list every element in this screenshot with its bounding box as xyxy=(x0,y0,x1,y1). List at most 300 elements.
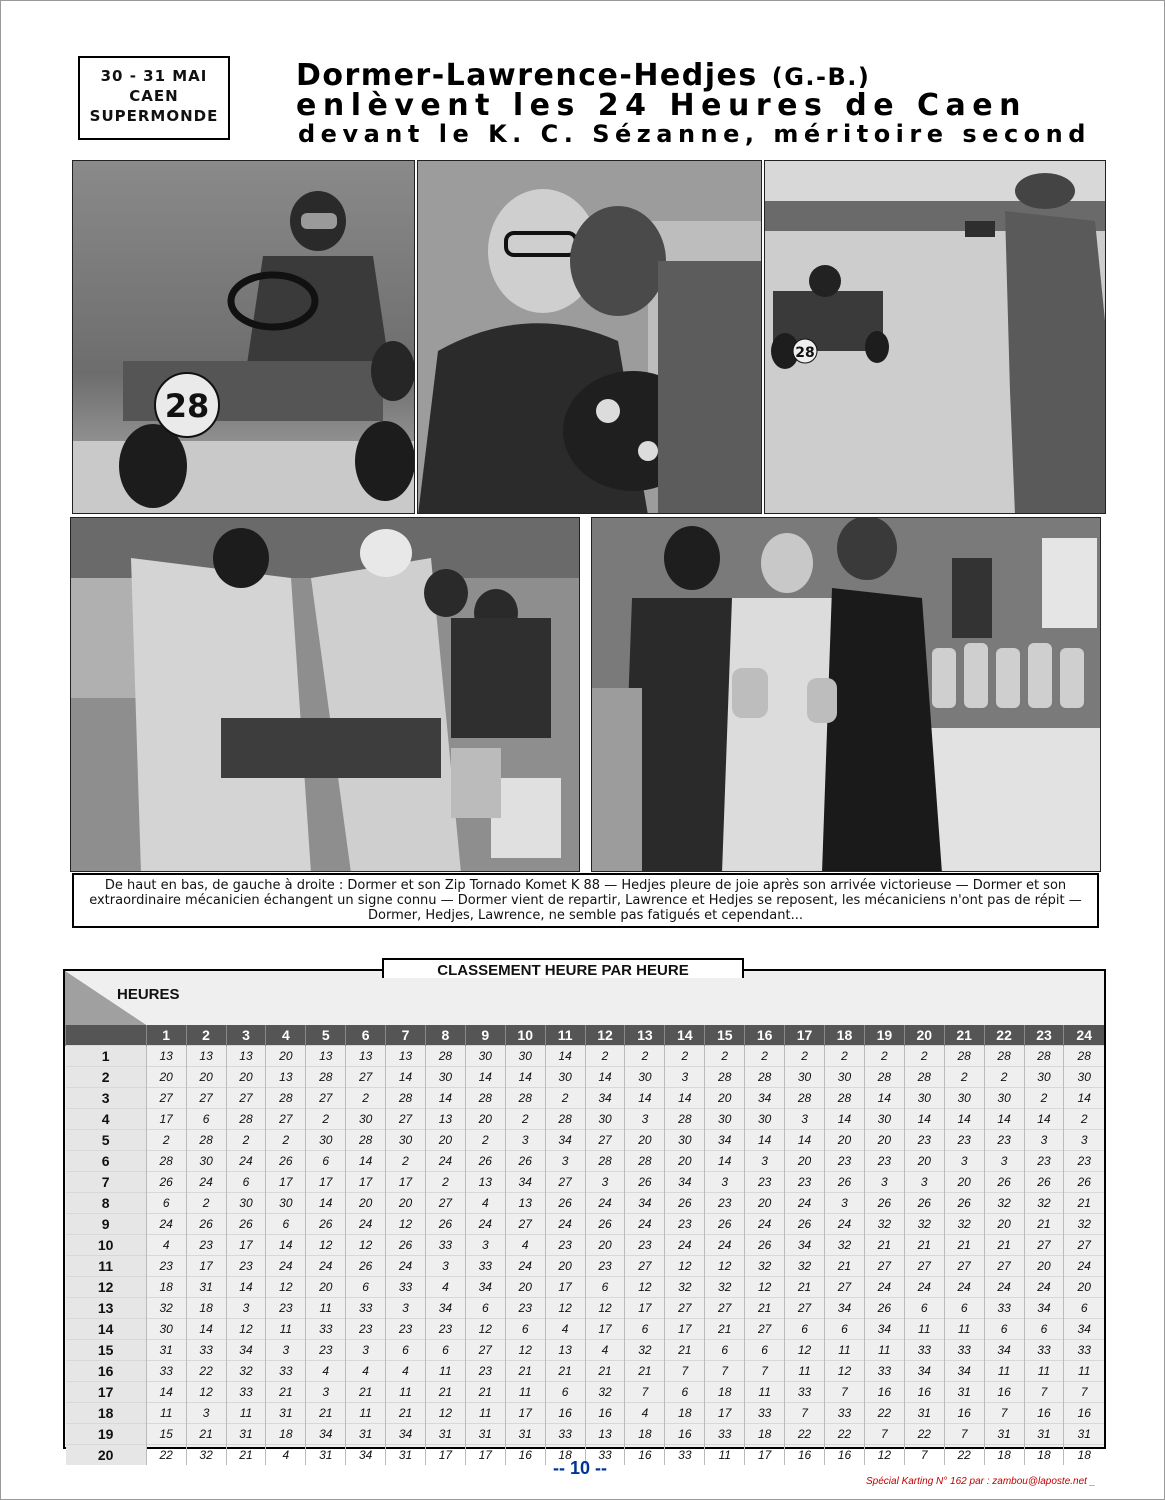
kart-number-cell: 26 xyxy=(984,1172,1024,1193)
photo-caption: De haut en bas, de gauche à droite : Dormer et son Zip Tornado Komet K 88 — Hedjes pleure de joie après son arrivée victorieuse — Dormer et son extraordinaire mécanicien échangent un signe connu — Dormer vient de repartir, Lawrence et Hedjes se reposent, les mécaniciens n'ont pas de répit — Dormer, Hedjes, Lawrence, ne semble pas fatigués et cependant... xyxy=(72,873,1099,928)
kart-number-cell: 21 xyxy=(346,1382,386,1403)
kart-number-cell: 28 xyxy=(785,1088,825,1109)
kart-number-cell: 22 xyxy=(186,1361,226,1382)
hour-header-19: 19 xyxy=(864,1025,904,1046)
kart-number-cell: 26 xyxy=(1024,1172,1064,1193)
kart-number-cell: 11 xyxy=(1064,1361,1104,1382)
kart-number-cell: 12 xyxy=(425,1403,465,1424)
kart-number-cell: 30 xyxy=(226,1193,266,1214)
kart-number-cell: 2 xyxy=(465,1130,505,1151)
kart-number-cell: 2 xyxy=(545,1088,585,1109)
kart-number-cell: 7 xyxy=(864,1424,904,1445)
kart-number-cell: 27 xyxy=(1024,1235,1064,1256)
kart-number-cell: 24 xyxy=(665,1235,705,1256)
kart-number-cell: 11 xyxy=(705,1445,745,1466)
kart-number-cell: 14 xyxy=(1024,1109,1064,1130)
kart-number-cell: 30 xyxy=(186,1151,226,1172)
kart-number-cell: 24 xyxy=(864,1277,904,1298)
kart-number-cell: 3 xyxy=(226,1298,266,1319)
kart-number-cell: 21 xyxy=(864,1235,904,1256)
kart-number-cell: 33 xyxy=(785,1382,825,1403)
kart-number-cell: 14 xyxy=(705,1151,745,1172)
kart-number-cell: 2 xyxy=(425,1172,465,1193)
kart-number-cell: 3 xyxy=(785,1109,825,1130)
kart-number-cell: 17 xyxy=(545,1277,585,1298)
kart-number-cell: 24 xyxy=(146,1214,186,1235)
event-track: SUPERMONDE xyxy=(89,107,219,125)
hour-header-2: 2 xyxy=(186,1025,226,1046)
kart-number-cell: 20 xyxy=(665,1151,705,1172)
kart-number-cell: 27 xyxy=(1064,1235,1104,1256)
kart-number-cell: 12 xyxy=(545,1298,585,1319)
kart-number-cell: 22 xyxy=(785,1424,825,1445)
table-row xyxy=(66,1214,1105,1235)
kart-number-cell: 28 xyxy=(864,1067,904,1088)
kart-number-cell: 20 xyxy=(545,1256,585,1277)
kart-number-cell: 17 xyxy=(226,1235,266,1256)
footer-credit: Spécial Karting N° 162 par : zambou@laposte.net _ xyxy=(866,1476,1096,1487)
kart-number-cell: 23 xyxy=(346,1319,386,1340)
kart-number-cell: 34 xyxy=(984,1340,1024,1361)
kart-number-cell: 26 xyxy=(425,1214,465,1235)
kart-number-cell: 31 xyxy=(465,1424,505,1445)
kart-number-cell: 27 xyxy=(944,1256,984,1277)
kart-number-28-small: 28 xyxy=(795,345,815,361)
kart-number-cell: 30 xyxy=(1024,1067,1064,1088)
kart-number-cell: 28 xyxy=(904,1067,944,1088)
kart-number-cell: 24 xyxy=(585,1193,625,1214)
photo-pit-mechanics xyxy=(70,517,580,872)
page-number: -- 10 -- xyxy=(553,1458,607,1478)
kart-number-cell: 32 xyxy=(785,1256,825,1277)
kart-number-cell: 3 xyxy=(505,1130,545,1151)
kart-number-cell: 14 xyxy=(146,1382,186,1403)
kart-number-cell: 28 xyxy=(944,1046,984,1067)
kart-number-cell: 3 xyxy=(745,1151,785,1172)
kart-number-cell: 33 xyxy=(306,1319,346,1340)
kart-number-cell: 33 xyxy=(705,1424,745,1445)
kart-number-cell: 23 xyxy=(864,1151,904,1172)
kart-number-cell: 7 xyxy=(625,1382,665,1403)
kart-number-cell: 26 xyxy=(186,1214,226,1235)
kart-number-cell: 27 xyxy=(745,1319,785,1340)
kart-number-cell: 21 xyxy=(785,1277,825,1298)
kart-number-cell: 23 xyxy=(585,1256,625,1277)
kart-number-cell: 20 xyxy=(944,1172,984,1193)
kart-number-cell: 13 xyxy=(226,1046,266,1067)
kart-number-cell: 12 xyxy=(745,1277,785,1298)
kart-number-cell: 28 xyxy=(585,1151,625,1172)
kart-number-cell: 20 xyxy=(306,1277,346,1298)
kart-number-cell: 2 xyxy=(146,1130,186,1151)
kart-number-cell: 27 xyxy=(984,1256,1024,1277)
kart-number-cell: 31 xyxy=(386,1445,426,1466)
kart-number-cell: 27 xyxy=(386,1109,426,1130)
kart-number-cell: 28 xyxy=(386,1088,426,1109)
kart-number-cell: 34 xyxy=(1064,1319,1104,1340)
kart-number-cell: 32 xyxy=(625,1340,665,1361)
kart-number-cell: 17 xyxy=(505,1403,545,1424)
kart-number-cell: 30 xyxy=(306,1130,346,1151)
ranking-table xyxy=(63,969,1106,1463)
kart-number-cell: 28 xyxy=(146,1151,186,1172)
kart-number-cell: 20 xyxy=(904,1151,944,1172)
kart-number-cell: 34 xyxy=(226,1340,266,1361)
table-row xyxy=(66,1382,1105,1403)
kart-number-cell: 32 xyxy=(745,1256,785,1277)
kart-number-cell: 31 xyxy=(186,1277,226,1298)
kart-number-cell: 3 xyxy=(465,1235,505,1256)
kart-number-cell: 2 xyxy=(1024,1088,1064,1109)
kart-number-cell: 20 xyxy=(266,1046,306,1067)
kart-number-cell: 7 xyxy=(1064,1382,1104,1403)
place-number: 18 xyxy=(66,1403,147,1424)
kart-number-cell: 6 xyxy=(186,1109,226,1130)
table-row xyxy=(66,1340,1105,1361)
headline-line-3: devant le K. C. Sézanne, méritoire second xyxy=(298,120,1091,148)
kart-number-cell: 23 xyxy=(984,1130,1024,1151)
kart-number-cell: 23 xyxy=(226,1256,266,1277)
kart-number-cell: 21 xyxy=(425,1382,465,1403)
kart-number-cell: 4 xyxy=(465,1193,505,1214)
kart-number-cell: 22 xyxy=(944,1445,984,1466)
kart-number-cell: 32 xyxy=(665,1277,705,1298)
kart-number-cell: 3 xyxy=(665,1067,705,1088)
table-row xyxy=(66,1172,1105,1193)
kart-number-cell: 21 xyxy=(984,1235,1024,1256)
kart-number-cell: 34 xyxy=(944,1361,984,1382)
hour-header-12: 12 xyxy=(585,1025,625,1046)
hour-header-14: 14 xyxy=(665,1025,705,1046)
kart-number-cell: 31 xyxy=(425,1424,465,1445)
kart-number-cell: 14 xyxy=(465,1067,505,1088)
kart-number-cell: 17 xyxy=(665,1319,705,1340)
kart-number-cell: 6 xyxy=(266,1214,306,1235)
kart-number-cell: 18 xyxy=(146,1277,186,1298)
kart-number-cell: 26 xyxy=(785,1214,825,1235)
kart-number-cell: 2 xyxy=(266,1130,306,1151)
hour-header-7: 7 xyxy=(386,1025,426,1046)
place-number: 9 xyxy=(66,1214,147,1235)
kart-number-cell: 30 xyxy=(665,1130,705,1151)
kart-number-cell: 13 xyxy=(465,1172,505,1193)
kart-number-28: 28 xyxy=(164,387,210,425)
kart-number-cell: 6 xyxy=(665,1382,705,1403)
photo-dormer-kart xyxy=(72,160,415,514)
hour-header-8: 8 xyxy=(425,1025,465,1046)
kart-number-cell: 34 xyxy=(904,1361,944,1382)
kart-number-cell: 6 xyxy=(346,1277,386,1298)
kart-number-cell: 21 xyxy=(745,1298,785,1319)
kart-number-cell: 2 xyxy=(705,1046,745,1067)
kart-number-cell: 24 xyxy=(625,1214,665,1235)
kart-number-cell: 28 xyxy=(745,1067,785,1088)
kart-number-cell: 31 xyxy=(1064,1424,1104,1445)
kart-number-cell: 12 xyxy=(346,1235,386,1256)
kart-number-cell: 11 xyxy=(944,1319,984,1340)
kart-number-cell: 33 xyxy=(904,1340,944,1361)
kart-number-cell: 33 xyxy=(425,1235,465,1256)
kart-number-cell: 32 xyxy=(1064,1214,1104,1235)
kart-number-cell: 7 xyxy=(705,1361,745,1382)
kart-number-cell: 14 xyxy=(306,1193,346,1214)
kart-number-cell: 27 xyxy=(226,1088,266,1109)
place-number: 14 xyxy=(66,1319,147,1340)
kart-number-cell: 13 xyxy=(425,1109,465,1130)
table-row xyxy=(66,1319,1105,1340)
kart-number-cell: 16 xyxy=(864,1382,904,1403)
ranking-grid xyxy=(65,1025,1104,1465)
kart-number-cell: 7 xyxy=(904,1445,944,1466)
kart-number-cell: 11 xyxy=(226,1403,266,1424)
kart-number-cell: 23 xyxy=(1064,1151,1104,1172)
kart-number-cell: 27 xyxy=(665,1298,705,1319)
place-number: 4 xyxy=(66,1109,147,1130)
kart-number-cell: 16 xyxy=(984,1382,1024,1403)
place-header-cell xyxy=(66,1025,147,1046)
kart-number-cell: 30 xyxy=(825,1067,865,1088)
kart-number-cell: 17 xyxy=(425,1445,465,1466)
kart-number-cell: 21 xyxy=(545,1361,585,1382)
kart-number-cell: 11 xyxy=(745,1382,785,1403)
kart-number-cell: 27 xyxy=(346,1067,386,1088)
kart-number-cell: 22 xyxy=(825,1424,865,1445)
kart-number-cell: 30 xyxy=(984,1088,1024,1109)
place-number: 17 xyxy=(66,1382,147,1403)
kart-number-cell: 28 xyxy=(625,1151,665,1172)
kart-number-cell: 2 xyxy=(745,1046,785,1067)
kart-number-cell: 28 xyxy=(226,1109,266,1130)
kart-number-cell: 11 xyxy=(785,1361,825,1382)
kart-number-cell: 2 xyxy=(186,1193,226,1214)
kart-number-cell: 31 xyxy=(944,1382,984,1403)
kart-number-cell: 23 xyxy=(386,1319,426,1340)
kart-number-cell: 33 xyxy=(665,1445,705,1466)
place-number: 3 xyxy=(66,1088,147,1109)
kart-number-cell: 11 xyxy=(904,1319,944,1340)
kart-number-cell: 34 xyxy=(505,1172,545,1193)
kart-number-cell: 33 xyxy=(864,1361,904,1382)
table-row xyxy=(66,1235,1105,1256)
kart-number-cell: 24 xyxy=(944,1277,984,1298)
kart-number-cell: 26 xyxy=(386,1235,426,1256)
kart-number-cell: 20 xyxy=(505,1277,545,1298)
kart-number-cell: 2 xyxy=(346,1088,386,1109)
kart-number-cell: 11 xyxy=(425,1361,465,1382)
kart-number-cell: 26 xyxy=(1064,1172,1104,1193)
kart-number-cell: 6 xyxy=(1024,1319,1064,1340)
kart-number-cell: 26 xyxy=(465,1151,505,1172)
kart-number-cell: 12 xyxy=(864,1445,904,1466)
kart-number-cell: 14 xyxy=(545,1046,585,1067)
kart-number-cell: 24 xyxy=(306,1256,346,1277)
kart-number-cell: 12 xyxy=(266,1277,306,1298)
kart-number-cell: 31 xyxy=(984,1424,1024,1445)
kart-number-cell: 31 xyxy=(146,1340,186,1361)
kart-number-cell: 21 xyxy=(226,1445,266,1466)
kart-number-cell: 26 xyxy=(864,1298,904,1319)
kart-number-cell: 30 xyxy=(625,1067,665,1088)
kart-number-cell: 6 xyxy=(146,1193,186,1214)
kart-number-cell: 17 xyxy=(386,1172,426,1193)
event-city: CAEN xyxy=(129,87,179,105)
hour-header-24: 24 xyxy=(1064,1025,1104,1046)
table-row xyxy=(66,1130,1105,1151)
kart-number-cell: 3 xyxy=(425,1256,465,1277)
kart-number-cell: 18 xyxy=(1024,1445,1064,1466)
kart-number-cell: 32 xyxy=(825,1235,865,1256)
place-number: 12 xyxy=(66,1277,147,1298)
kart-number-cell: 21 xyxy=(904,1235,944,1256)
kart-number-cell: 24 xyxy=(545,1214,585,1235)
kart-number-cell: 17 xyxy=(705,1403,745,1424)
kart-number-cell: 20 xyxy=(226,1067,266,1088)
kart-number-cell: 30 xyxy=(585,1109,625,1130)
kart-number-cell: 26 xyxy=(505,1151,545,1172)
kart-number-cell: 27 xyxy=(505,1214,545,1235)
hour-header-9: 9 xyxy=(465,1025,505,1046)
kart-number-cell: 6 xyxy=(465,1298,505,1319)
kart-number-cell: 12 xyxy=(386,1214,426,1235)
kart-number-cell: 27 xyxy=(425,1193,465,1214)
kart-number-cell: 30 xyxy=(266,1193,306,1214)
kart-number-cell: 21 xyxy=(266,1382,306,1403)
kart-number-cell: 28 xyxy=(266,1088,306,1109)
kart-number-cell: 26 xyxy=(306,1214,346,1235)
kart-number-cell: 21 xyxy=(505,1361,545,1382)
kart-number-cell: 16 xyxy=(825,1445,865,1466)
kart-number-cell: 23 xyxy=(705,1193,745,1214)
kart-number-cell: 21 xyxy=(1024,1214,1064,1235)
kart-number-cell: 6 xyxy=(984,1319,1024,1340)
kart-number-cell: 23 xyxy=(186,1235,226,1256)
kart-number-cell: 32 xyxy=(226,1361,266,1382)
kart-number-cell: 34 xyxy=(665,1172,705,1193)
hour-header-18: 18 xyxy=(825,1025,865,1046)
kart-number-cell: 18 xyxy=(984,1445,1024,1466)
kart-number-cell: 30 xyxy=(745,1109,785,1130)
photo-podium-trophies xyxy=(591,517,1101,872)
table-row xyxy=(66,1424,1105,1445)
kart-number-cell: 21 xyxy=(186,1424,226,1445)
kart-number-cell: 27 xyxy=(825,1277,865,1298)
kart-number-cell: 18 xyxy=(1064,1445,1104,1466)
kart-number-cell: 6 xyxy=(944,1298,984,1319)
kart-number-cell: 12 xyxy=(306,1235,346,1256)
kart-number-cell: 34 xyxy=(465,1277,505,1298)
table-row xyxy=(66,1193,1105,1214)
kart-number-cell: 27 xyxy=(186,1088,226,1109)
kart-number-cell: 24 xyxy=(505,1256,545,1277)
kart-number-cell: 26 xyxy=(665,1193,705,1214)
kart-number-cell: 32 xyxy=(705,1277,745,1298)
kart-number-cell: 21 xyxy=(306,1403,346,1424)
kart-number-cell: 34 xyxy=(306,1424,346,1445)
kart-number-cell: 7 xyxy=(825,1382,865,1403)
kart-number-cell: 14 xyxy=(944,1109,984,1130)
kart-number-cell: 2 xyxy=(785,1046,825,1067)
kart-number-cell: 20 xyxy=(984,1214,1024,1235)
kart-number-cell: 14 xyxy=(346,1151,386,1172)
kart-number-cell: 28 xyxy=(465,1088,505,1109)
kart-number-cell: 14 xyxy=(745,1130,785,1151)
kart-number-cell: 24 xyxy=(425,1151,465,1172)
kart-number-cell: 16 xyxy=(1024,1403,1064,1424)
kart-number-cell: 30 xyxy=(1064,1067,1104,1088)
kart-number-cell: 11 xyxy=(146,1403,186,1424)
kart-number-cell: 32 xyxy=(984,1193,1024,1214)
kart-number-cell: 30 xyxy=(785,1067,825,1088)
table-row xyxy=(66,1256,1105,1277)
place-number: 5 xyxy=(66,1130,147,1151)
kart-number-cell: 20 xyxy=(346,1193,386,1214)
kart-number-cell: 2 xyxy=(1064,1109,1104,1130)
kart-number-cell: 17 xyxy=(186,1256,226,1277)
kart-number-cell: 6 xyxy=(585,1277,625,1298)
event-date: 30 - 31 MAI xyxy=(100,67,208,85)
kart-number-cell: 23 xyxy=(465,1361,505,1382)
kart-number-cell: 18 xyxy=(266,1424,306,1445)
hour-header-5: 5 xyxy=(306,1025,346,1046)
hour-header-4: 4 xyxy=(266,1025,306,1046)
kart-number-cell: 28 xyxy=(1024,1046,1064,1067)
kart-number-cell: 34 xyxy=(425,1298,465,1319)
kart-number-cell: 26 xyxy=(705,1214,745,1235)
kart-number-cell: 3 xyxy=(705,1172,745,1193)
photo-hedjes-celebration xyxy=(417,160,762,514)
kart-number-cell: 14 xyxy=(825,1109,865,1130)
kart-number-cell: 33 xyxy=(984,1298,1024,1319)
kart-number-cell: 20 xyxy=(186,1067,226,1088)
kart-number-cell: 27 xyxy=(306,1088,346,1109)
kart-number-cell: 4 xyxy=(386,1361,426,1382)
kart-number-cell: 21 xyxy=(625,1361,665,1382)
kart-number-cell: 24 xyxy=(825,1214,865,1235)
kart-number-cell: 26 xyxy=(904,1193,944,1214)
kart-number-cell: 7 xyxy=(1024,1382,1064,1403)
kart-number-cell: 14 xyxy=(984,1109,1024,1130)
hour-header-13: 13 xyxy=(625,1025,665,1046)
kart-number-cell: 17 xyxy=(146,1109,186,1130)
kart-number-cell: 4 xyxy=(505,1235,545,1256)
kart-number-cell: 18 xyxy=(625,1424,665,1445)
kart-number-cell: 20 xyxy=(1024,1256,1064,1277)
kart-number-cell: 3 xyxy=(346,1340,386,1361)
kart-number-cell: 30 xyxy=(386,1130,426,1151)
hour-header-10: 10 xyxy=(505,1025,545,1046)
kart-number-cell: 27 xyxy=(864,1256,904,1277)
kart-number-cell: 21 xyxy=(386,1403,426,1424)
kart-number-cell: 3 xyxy=(186,1403,226,1424)
kart-number-cell: 2 xyxy=(226,1130,266,1151)
headline-winners: Dormer-Lawrence-Hedjes xyxy=(296,58,758,93)
kart-number-cell: 2 xyxy=(625,1046,665,1067)
kart-number-cell: 4 xyxy=(625,1403,665,1424)
kart-number-cell: 34 xyxy=(825,1298,865,1319)
kart-number-cell: 33 xyxy=(226,1382,266,1403)
kart-number-cell: 16 xyxy=(505,1445,545,1466)
kart-number-cell: 26 xyxy=(944,1193,984,1214)
kart-number-cell: 6 xyxy=(625,1319,665,1340)
kart-number-cell: 20 xyxy=(745,1193,785,1214)
kart-number-cell: 11 xyxy=(864,1340,904,1361)
kart-number-cell: 23 xyxy=(146,1256,186,1277)
kart-number-cell: 20 xyxy=(825,1130,865,1151)
kart-number-cell: 13 xyxy=(266,1067,306,1088)
kart-number-cell: 3 xyxy=(266,1340,306,1361)
kart-number-cell: 23 xyxy=(665,1214,705,1235)
kart-number-cell: 3 xyxy=(904,1172,944,1193)
